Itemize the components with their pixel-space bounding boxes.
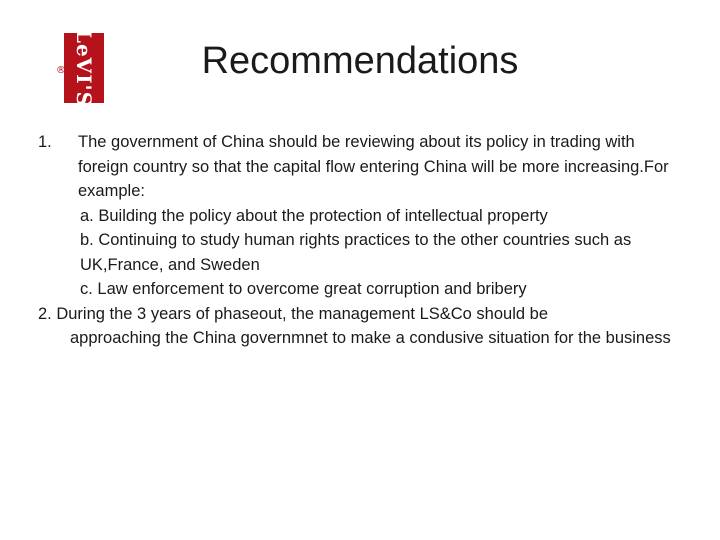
slide-body — [38, 130, 678, 351]
slide-title: Recommendations — [201, 40, 519, 82]
list-item-text-continued: approaching the China governmnet to make a condusive situation for the business — [70, 329, 671, 347]
list-item-number: 1. — [38, 133, 52, 151]
list-item-1 — [38, 130, 678, 302]
sub-item-b: b. Continuing to study human rights practices to the other countries such as UK,France, and Sweden — [80, 231, 632, 274]
list-item-2 — [38, 302, 678, 351]
levis-logo — [56, 28, 104, 108]
sub-item-a: a. Building the policy about the protection of intellectual property — [80, 206, 548, 225]
logo-wordmark: LeVI'S — [72, 28, 97, 108]
list-item-text: The government of China should be reviewing about its policy in trading with foreign country so that the capital flow entering China will be more increasing.For example: — [78, 133, 669, 200]
list-item-text: 2. During the 3 years of phaseout, the management LS&Co should be — [38, 304, 548, 323]
sub-item-c: c. Law enforcement to overcome great corruption and bribery — [80, 280, 527, 298]
logo-text-wrap — [64, 28, 104, 108]
registered-mark-icon: ® — [56, 65, 66, 76]
